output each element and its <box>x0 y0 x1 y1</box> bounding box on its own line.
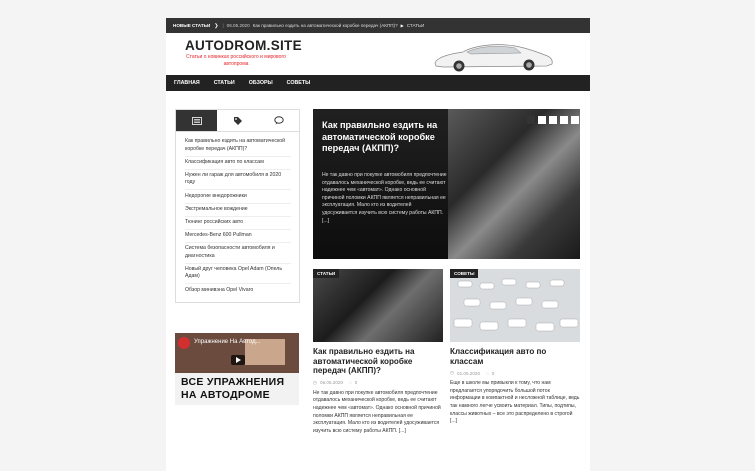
list-item[interactable]: Новый друг человека Opel Adam (Опель Адам) <box>185 264 291 285</box>
nav-item-tips[interactable]: СОВЕТЫ <box>286 80 311 86</box>
post-card-image[interactable] <box>313 269 443 342</box>
post-card-title[interactable]: Классификация авто по классам <box>450 347 547 366</box>
ticker-category-link[interactable]: СТАТЬИ <box>406 23 425 28</box>
list-item[interactable]: Нужен ли гараж для автомобиля в 2020 году <box>185 170 291 191</box>
post-card-meta <box>450 370 580 376</box>
list-item[interactable]: Как правильно ездить на автоматической коробке передач (АКПП)? <box>185 136 291 157</box>
recent-posts-list <box>175 132 300 303</box>
post-card-title[interactable]: Как правильно ездить на автоматической коробке передач (АКПП)? <box>313 347 415 376</box>
post-card-comments[interactable]: 0 <box>354 380 358 386</box>
header-car-image <box>423 37 557 74</box>
posts-icon <box>192 117 202 125</box>
comment-icon: ◌ <box>349 380 352 386</box>
post-card-excerpt: Не так давно при покупке автомобиля предпочтение отдавалось механической коробке, ведь ее считают надежнее чем «автомат». Однако основной причиной поломки АКПП является неправильная ее эксплуатация. Мало кто из водителей удосуживается изучить всю систему работы АКПП. [...] <box>313 389 441 434</box>
featured-excerpt: Не так давно при покупке автомобиля предпочтение отдавалось механической коробке, ведь ее считают надежнее чем «автомат». Однако основной причиной поломки АКПП является неправильная ее эксплуатация. Мало кто из водителей удосуживается изучить всю систему работы АКПП. [...] <box>322 172 447 224</box>
video-embed[interactable] <box>175 333 299 405</box>
comments-icon <box>274 116 284 125</box>
comment-icon: ◌ <box>486 370 489 376</box>
post-card-date: 06.05.2020 <box>320 380 344 386</box>
slider-dot[interactable] <box>538 116 546 124</box>
post-card-category[interactable]: СОВЕТЫ <box>450 269 478 278</box>
tab-recent-posts[interactable] <box>176 110 217 131</box>
clock-icon: ◷ <box>313 379 318 385</box>
featured-title[interactable]: Как правильно ездить на автоматической коробке передач (АКПП)? <box>322 120 438 153</box>
sidebar <box>175 109 300 303</box>
tab-comments[interactable] <box>258 110 299 131</box>
list-item[interactable]: Недорогие внедорожники <box>185 190 291 203</box>
list-item[interactable]: Обзор минивэна Opel Vivaro <box>185 286 254 293</box>
post-card-meta <box>313 380 443 386</box>
nav-item-reviews[interactable]: ОБЗОРЫ <box>248 80 273 86</box>
post-card-date: 01.05.2020 <box>457 370 481 376</box>
slider-dot[interactable] <box>527 116 535 124</box>
post-card-category[interactable]: СТАТЬИ <box>313 269 339 278</box>
list-item[interactable]: Классификация авто по классам <box>185 157 291 170</box>
list-item[interactable]: Тюнинг российских авто <box>185 217 291 230</box>
ticker-separator: | <box>222 23 224 28</box>
video-banner-line1: ВСЕ УПРАЖНЕНИЯ <box>181 376 285 388</box>
main-navigation <box>166 75 590 91</box>
tab-tags[interactable] <box>217 110 258 131</box>
list-item[interactable]: Система безопасности автомобиля и диагностика <box>185 243 291 264</box>
featured-image <box>448 109 580 259</box>
ticker-post-link[interactable]: Как правильно ездить на автоматической коробке передач (АКПП)? <box>252 23 398 28</box>
video-title: Упражнение На Автод... <box>194 339 261 345</box>
page-container <box>166 18 590 471</box>
ticker-label: НОВЫЕ СТАТЬИ <box>173 23 211 28</box>
slider-dot[interactable] <box>549 116 557 124</box>
post-card-image[interactable] <box>450 269 580 342</box>
triangle-right-icon: ▶ <box>400 23 404 28</box>
site-tagline: Статьи о новинках российского и мирового автопрома <box>186 54 286 67</box>
chevron-right-icon: ❯ <box>214 22 219 29</box>
featured-slider[interactable] <box>313 109 580 259</box>
post-card-excerpt: Еще в школе мы привыкли к тому, что нам предлагается упорядочить большой поток информации в компактной и несложной таблице, ведь так намного легче усвоить материал. Типы, подтипы, классы животных – все это распределено в строгой [...] <box>450 380 580 425</box>
site-header <box>166 33 590 75</box>
news-ticker <box>166 18 590 33</box>
tags-icon <box>233 116 243 126</box>
nav-item-articles[interactable]: СТАТЬИ <box>213 80 235 86</box>
sidebar-tabs <box>175 109 300 132</box>
slider-pagination <box>527 116 579 124</box>
post-card-comments[interactable]: 0 <box>491 370 495 376</box>
slider-dot[interactable] <box>571 116 579 124</box>
site-logo[interactable]: AUTODROM.SITE <box>185 38 302 53</box>
nav-item-home[interactable]: ГЛАВНАЯ <box>174 80 200 86</box>
post-card <box>313 269 443 435</box>
video-banner-line2: НА АВТОДРОМЕ <box>181 389 270 401</box>
post-card <box>450 269 580 426</box>
list-item[interactable]: Экстремальное вождение <box>185 204 291 217</box>
clock-icon: ◷ <box>450 370 455 376</box>
ticker-date: 06.05.2020 <box>226 23 250 28</box>
slider-dot[interactable] <box>560 116 568 124</box>
list-item[interactable]: Mercedes-Benz 600 Pullman <box>185 230 291 243</box>
cars-lineup-image <box>450 269 580 342</box>
